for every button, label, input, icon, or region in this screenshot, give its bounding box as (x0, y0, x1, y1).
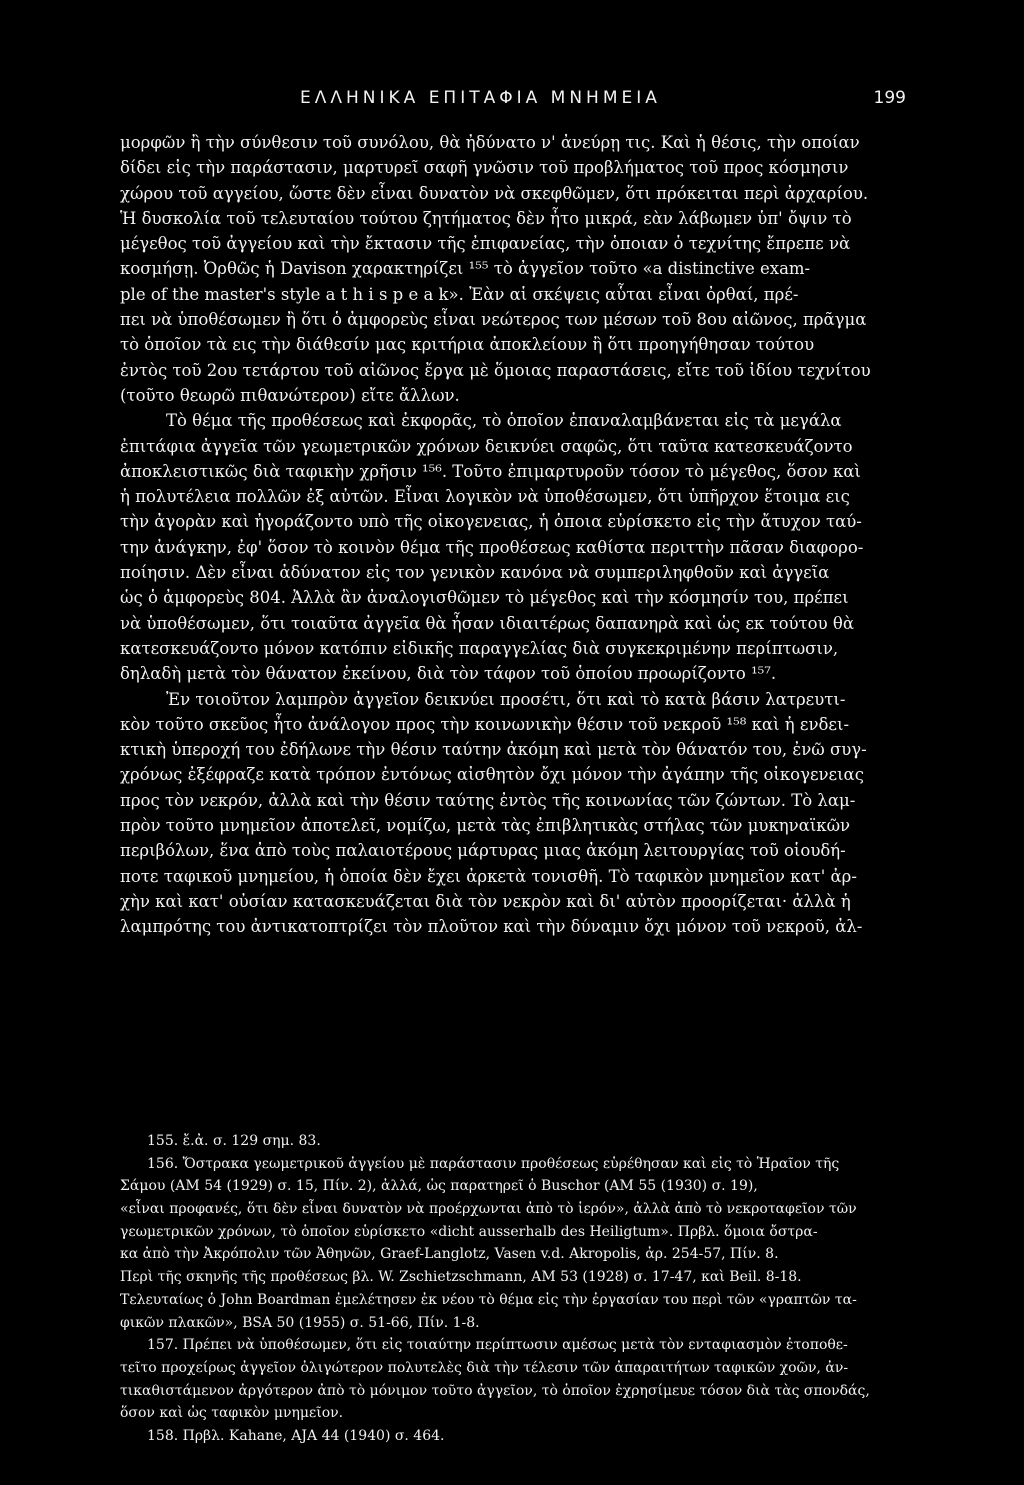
text-line: κὸν τοῦτο σκεῦος ἦτο ἀνάλογον προς τὴν κοινωνικὴν θέσιν τοῦ νεκροῦ ¹⁵⁸ καὶ ἡ ενδει- (120, 714, 850, 734)
text-line: προς τὸν νεκρόν, ἀλλὰ καὶ τὴν θέσιν ταύτης ἐντὸς τῆς κοινωνίας τῶν ζώντων. Τὸ λαμ- (120, 790, 856, 810)
text-line: (τοῦτο θεωρῶ πιθανώτερον) εἴτε ἄλλων. (120, 385, 460, 405)
running-header (120, 88, 906, 112)
page-number: 199 (873, 88, 906, 108)
footnote-line: γεωμετρικῶν χρόνων, τὸ ὁποῖον εὑρίσκετο «dicht ausserhalb des Heiligtum». Πρβλ. ὅμοια ὄστρα- (120, 1223, 818, 1240)
footnote-line: κα ἀπὸ τὴν Ἀκρόπολιν τῶν Ἀθηνῶν, Graef-Langlotz, Vasen v.d. Akropolis, ἀρ. 254-57, Πίν. 8. (120, 1246, 779, 1263)
text-line: χὴν καὶ κατ' οὐσίαν κατασκευάζεται διὰ τὸν νεκρὸν καὶ δι' αὐτὸν προορίζεται· ἀλλὰ ἡ (120, 891, 851, 911)
text-line: δίδει εἰς τὴν παράστασιν, μαρτυρεῖ σαφῆ γνῶσιν τοῦ προβλήματος τοῦ προς κόσμησιν (120, 158, 849, 178)
text-line: ple of the master's style a t h i s p e a k». Ἐὰν αἱ σκέψεις αὗται εἶναι ὀρθαί, πρέ- (120, 284, 799, 304)
footnote-line: 156. Ὄστρακα γεωμετρικοῦ ἀγγείου μὲ παράστασιν προθέσεως εὑρέθησαν καὶ εἰς τὸ Ἡραῖον τῆς (147, 1155, 840, 1172)
text-line: τὴν ἀγορὰν καὶ ἠγοράζοντο υπὸ τῆς οἰκογενειας, ἡ ὁποια εὑρίσκετο εἰς τὴν ἄτυχον ταύ- (120, 512, 862, 532)
text-line: την ἀνάγκην, ἐφ' ὅσον τὸ κοινὸν θέμα τῆς προθέσεως καθίστα περιττὴν πᾶσαν διαφορο- (120, 537, 864, 557)
text-line: περιβόλων, ἕνα ἀπὸ τοὺς παλαιοτέρους μάρτυρας μιας ἀκόμη λειτουργίας τοῦ οἱουδή- (120, 841, 846, 861)
text-line: πρὸν τοῦτο μνημεῖον ἀποτελεῖ, νομίζω, μετὰ τὰς ἐπιβλητικὰς στήλας τῶν μυκηναϊκῶν (120, 816, 851, 836)
text-line: πει νὰ ὑποθέσωμεν ἢ ὅτι ὁ ἀμφορεὺς εἶναι νεώτερος των μέσων τοῦ 8ου αἰῶνος, πρᾶγμα (120, 310, 867, 330)
text-line: μέγεθος τοῦ ἀγγείου καὶ τὴν ἔκτασιν τῆς ἐπιφανείας, τὴν ὁποιαν ὁ τεχνίτης ἔπρεπε νὰ (120, 234, 851, 254)
text-line: Ἡ δυσκολία τοῦ τελευταίου τούτου ζητήματος δὲν ἦτο μικρά, εὰν λάβωμεν ὑπ' ὄψιν τὸ (120, 208, 852, 228)
running-title: ΕΛΛΗΝΙΚΑ ΕΠΙΤΑΦΙΑ ΜΝΗΜΕΙΑ (300, 88, 661, 108)
footnotes (120, 1130, 906, 1448)
footnote-line: 155. ἔ.ἀ. σ. 129 σημ. 83. (147, 1133, 321, 1149)
text-line: κοσμήσῃ. Ὀρθῶς ἡ Davison χαρακτηρίζει ¹⁵⁵ τὸ ἀγγεῖον τοῦτο «a distinctive exam- (120, 259, 811, 279)
text-line: χώρου τοῦ αγγείου, ὥστε δὲν εἶναι δυνατὸν νὰ σκεφθῶμεν, ὅτι πρόκειται περὶ ἀρχαρίου. (120, 183, 869, 203)
text-line: ποτε ταφικοῦ μνημείου, ἡ ὁποία δὲν ἔχει ἀρκετὰ τονισθῆ. Τὸ ταφικὸν μνημεῖον κατ' ἀρ- (120, 866, 857, 886)
footnote-line: Περὶ τῆς σκηνῆς τῆς προθέσεως βλ. W. Zschietzschmann, AM 53 (1928) σ. 17-47, καὶ Beil. 8-18. (120, 1269, 802, 1286)
text-line: λαμπρότης του ἀντικατοπτρίζει τὸν πλοῦτον καὶ τὴν δύναμιν ὄχι μόνον τοῦ νεκροῦ, ἀλ- (120, 917, 863, 937)
text-line: ἐντὸς τοῦ 2ου τετάρτου τοῦ αἰῶνος ἔργα μὲ ὅμοιας παραστάσεις, εἴτε τοῦ ἰδίου τεχνίτου (120, 360, 871, 380)
text-line: Ἐν τοιοῦτον λαμπρὸν ἀγγεῖον δεικνύει προσέτι, ὅτι καὶ τὸ κατὰ βάσιν λατρευτι- (166, 689, 846, 709)
footnote-line: τικαθιστάμενον ἀργότερον ἀπὸ τὸ μόνιμον τοῦτο ἀγγεῖον, τὸ ὁποῖον ἐχρησίμευε τόσον διὰ τὰς σπονδάς, (120, 1382, 870, 1399)
text-line: ἀποκλειστικῶς διὰ ταφικὴν χρῆσιν ¹⁵⁶. Τοῦτο ἐπιμαρτυροῦν τόσον τὸ μέγεθος, ὅσον καὶ (120, 461, 861, 481)
text-line: ποίησιν. Δὲν εἶναι ἀδύνατον εἰς τον γενικὸν κανόνα νὰ συμπεριληφθοῦν καὶ ἀγγεῖα (120, 563, 830, 583)
footnote-line: 157. Πρέπει νὰ ὑποθέσωμεν, ὅτι εἰς τοιαύτην περίπτωσιν αμέσως μετὰ τὸν ενταφιασμὸν ἐτοποθε- (147, 1337, 848, 1354)
text-line: ἡ πολυτέλεια πολλῶν ἐξ αὐτῶν. Εἶναι λογικὸν νὰ ὑποθέσωμεν, ὅτι ὑπῆρχον ἕτοιμα εις (120, 487, 850, 507)
footnote-line: 158. Πρβλ. Kahane, AJA 44 (1940) σ. 464. (147, 1427, 445, 1444)
body-text (120, 130, 906, 940)
text-line: Τὸ θέμα τῆς προθέσεως καὶ ἐκφορᾶς, τὸ ὁποῖον ἐπαναλαμβάνεται εἰς τὰ μεγάλα (166, 411, 842, 431)
text-line: μορφῶν ἢ τὴν σύνθεσιν τοῦ συνόλου, θὰ ἠδύνατο ν' ἀνεύρῃ τις. Καὶ ἡ θέσις, τὴν οποίαν (120, 133, 860, 152)
text-line: ὡς ὁ ἀμφορεὺς 804. Ἀλλὰ ἂν ἀναλογισθῶμεν τὸ μέγεθος καὶ τὴν κόσμησίν του, πρέπει (120, 588, 849, 608)
text-line: κατεσκευάζοντο μόνον κατόπιν εἰδικῆς παραγγελίας διὰ συγκεκριμένην περίπτωσιν, (120, 638, 839, 658)
footnote-line: Σάμου (AM 54 (1929) σ. 15, Πίν. 2), ἀλλά, ὡς παρατηρεῖ ὁ Buschor (AM 55 (1930) σ. 19), (120, 1178, 758, 1195)
text-line: ἐπιτάφια ἀγγεῖα τῶν γεωμετρικῶν χρόνων δεικνύει σαφῶς, ὅτι ταῦτα κατεσκευάζοντο (120, 436, 853, 456)
footnote-line: ὅσον καὶ ὡς ταφικὸν μνημεῖον. (120, 1405, 344, 1422)
text-line: τὸ ὁποῖον τὰ εις τὴν διάθεσίν μας κριτήρια ἀποκλείουν ἢ ὅτι προηγήθησαν τούτου (120, 335, 815, 355)
text-line: χρόνως ἐξέφραζε κατὰ τρόπον ἐντόνως αἰσθητὸν ὄχι μόνον τὴν ἀγάπην τῆς οἰκογενειας (120, 765, 864, 785)
text-line: κτικὴ ὑπεροχή του ἐδήλωνε τὴν θέσιν ταύτην ἀκόμη καὶ μετὰ τὸν θάνατόν του, ἐνῶ συγ- (120, 740, 867, 760)
text-line: δηλαδὴ μετὰ τὸν θάνατον ἐκείνου, διὰ τὸν τάφον τοῦ ὁποίου προωρίζοντο ¹⁵⁷. (120, 664, 777, 684)
footnote-line: τεῖτο προχείρως ἀγγεῖον ὀλιγώτερον πολυτελὲς διὰ τὴν τέλεσιν τῶν ἀπαραιτήτων ταφικῶν χοῶν, ἀν- (120, 1359, 849, 1376)
footnote-line: Τελευταίως ὁ John Boardman ἐμελέτησεν ἐκ νέου τὸ θέμα εἰς τὴν ἐργασίαν του περὶ τῶν «γραπτῶν τα- (120, 1291, 857, 1308)
footnote-line: «εἶναι προφανές, ὅτι δὲν εἶναι δυνατὸν νὰ προέρχωνται ἀπὸ τὸ ἱερόν», ἀλλὰ ἀπὸ τὸ νεκροταφεῖον τῶν (120, 1201, 857, 1218)
footnote-line: φικῶν πλακῶν», BSA 50 (1955) σ. 51-66, Πίν. 1-8. (120, 1314, 480, 1331)
text-line: νὰ ὑποθέσωμεν, ὅτι τοιαῦτα ἀγγεῖα θὰ ἦσαν ιδιαιτέρως δαπανηρὰ καὶ ὡς εκ τούτου θὰ (120, 613, 854, 633)
